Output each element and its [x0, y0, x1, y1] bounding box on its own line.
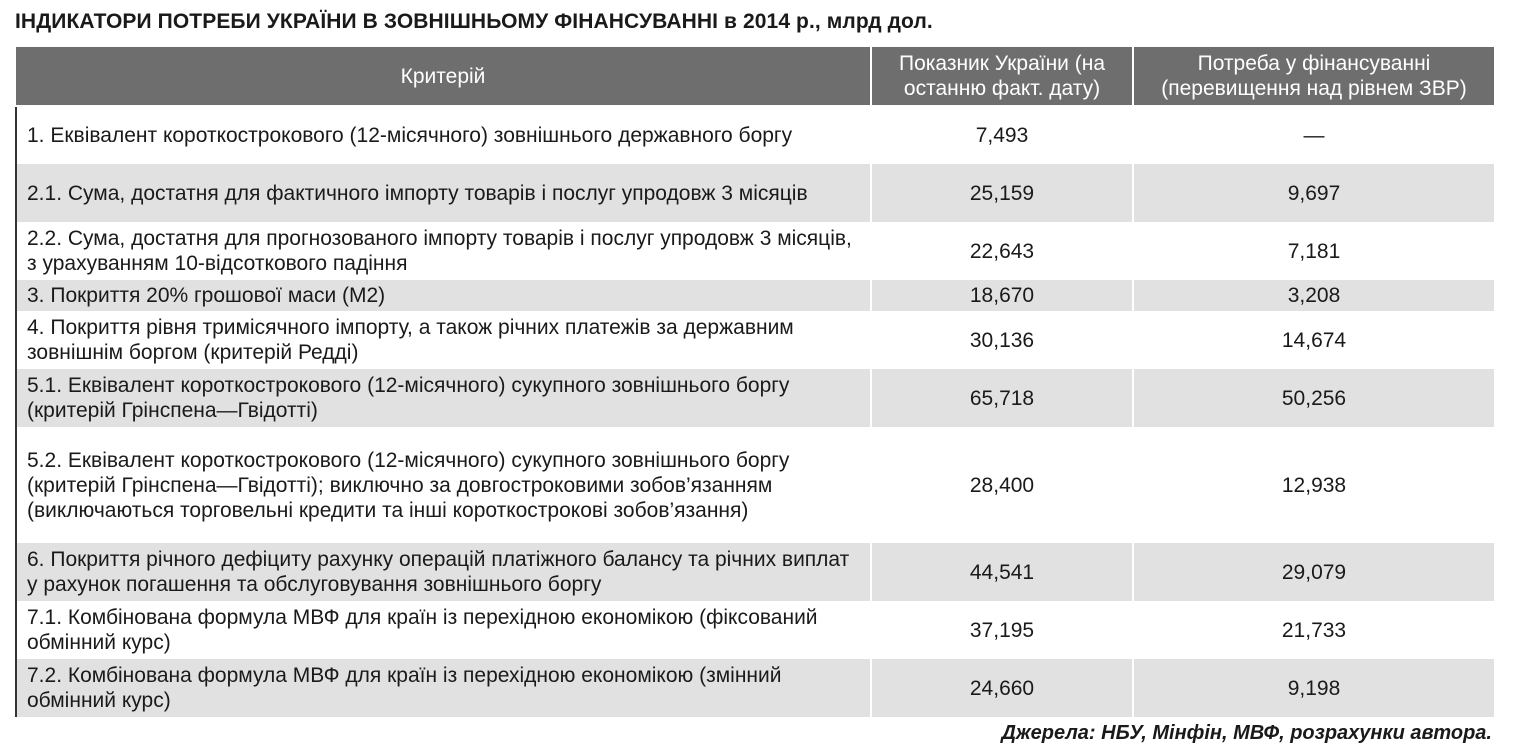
- indicator-cell: 18,670: [871, 280, 1133, 311]
- table-row: [16, 311, 1494, 369]
- need-cell: 50,256: [1133, 369, 1494, 427]
- table-row: [16, 369, 1494, 427]
- need-cell: 14,674: [1133, 311, 1494, 369]
- criterion-cell: 2.1. Сума, достатня для фактичного імпорту товарів і послуг упродовж 3 місяців: [16, 164, 871, 222]
- indicators-table: [15, 47, 1494, 717]
- need-cell: 9,697: [1133, 164, 1494, 222]
- need-cell: 21,733: [1133, 601, 1494, 659]
- criterion-cell: 1. Еквівалент короткострокового (12-місячного) зовнішнього державного боргу: [16, 106, 871, 164]
- table-row: [16, 659, 1494, 717]
- indicator-cell: 22,643: [871, 222, 1133, 280]
- table-row: [16, 601, 1494, 659]
- criterion-cell: 3. Покриття 20% грошової маси (М2): [16, 280, 871, 311]
- header-criterion: Критерій: [16, 47, 871, 106]
- table-title: ІНДИКАТОРИ ПОТРЕБИ УКРАЇНИ В ЗОВНІШНЬОМУ ФІНАНСУВАННІ в 2014 р., млрд дол.: [15, 10, 933, 33]
- criterion-cell: 2.2. Сума, достатня для прогнозованого імпорту товарів і послуг упродовж 3 місяців, з урахуванням 10-відсоткового падіння: [16, 222, 871, 280]
- criterion-cell: 4. Покриття рівня тримісячного імпорту, а також річних платежів за державним зовнішнім боргом (критерій Редді): [16, 311, 871, 369]
- need-cell: 9,198: [1133, 659, 1494, 717]
- header-need: Потреба у фінансуванні (перевищення над рівнем ЗВР): [1133, 47, 1494, 106]
- criterion-cell: 7.1. Комбінована формула МВФ для країн із перехідною економікою (фіксований обмінний курс): [16, 601, 871, 659]
- need-cell: 12,938: [1133, 427, 1494, 543]
- need-cell: 7,181: [1133, 222, 1494, 280]
- criterion-cell: 5.1. Еквівалент короткострокового (12-місячного) сукупного зовнішнього боргу (критерій Грінспена—Гвідотті): [16, 369, 871, 427]
- indicator-cell: 30,136: [871, 311, 1133, 369]
- header-indicator: Показник України (на останню факт. дату): [871, 47, 1133, 106]
- need-cell: 29,079: [1133, 543, 1494, 601]
- source-note: Джерела: НБУ, Мінфін, МВФ, розрахунки автора.: [1001, 722, 1492, 744]
- table-row: [16, 280, 1494, 311]
- indicator-cell: 65,718: [871, 369, 1133, 427]
- table-row: [16, 222, 1494, 280]
- header-row: [16, 47, 1494, 106]
- criterion-cell: 6. Покриття річного дефіциту рахунку операцій платіжного балансу та річних виплат у рахунок погашення та обслуговування зовнішнього боргу: [16, 543, 871, 601]
- criterion-cell: 7.2. Комбінована формула МВФ для країн із перехідною економікою (змінний обмінний курс): [16, 659, 871, 717]
- need-cell: 3,208: [1133, 280, 1494, 311]
- indicator-cell: 25,159: [871, 164, 1133, 222]
- indicator-cell: 44,541: [871, 543, 1133, 601]
- indicator-cell: 24,660: [871, 659, 1133, 717]
- table-row: [16, 164, 1494, 222]
- table-row: [16, 427, 1494, 543]
- indicator-cell: 7,493: [871, 106, 1133, 164]
- criterion-cell: 5.2. Еквівалент короткострокового (12-місячного) сукупного зовнішнього боргу (критерій Грінспена—Гвідотті); виключно за довгостроковими зобов’язанням (виключаються торговельні кредити та інші короткострокові зобов’язання): [16, 427, 871, 543]
- indicator-cell: 37,195: [871, 601, 1133, 659]
- table-row: [16, 106, 1494, 164]
- need-cell: —: [1133, 106, 1494, 164]
- indicator-cell: 28,400: [871, 427, 1133, 543]
- table-row: [16, 543, 1494, 601]
